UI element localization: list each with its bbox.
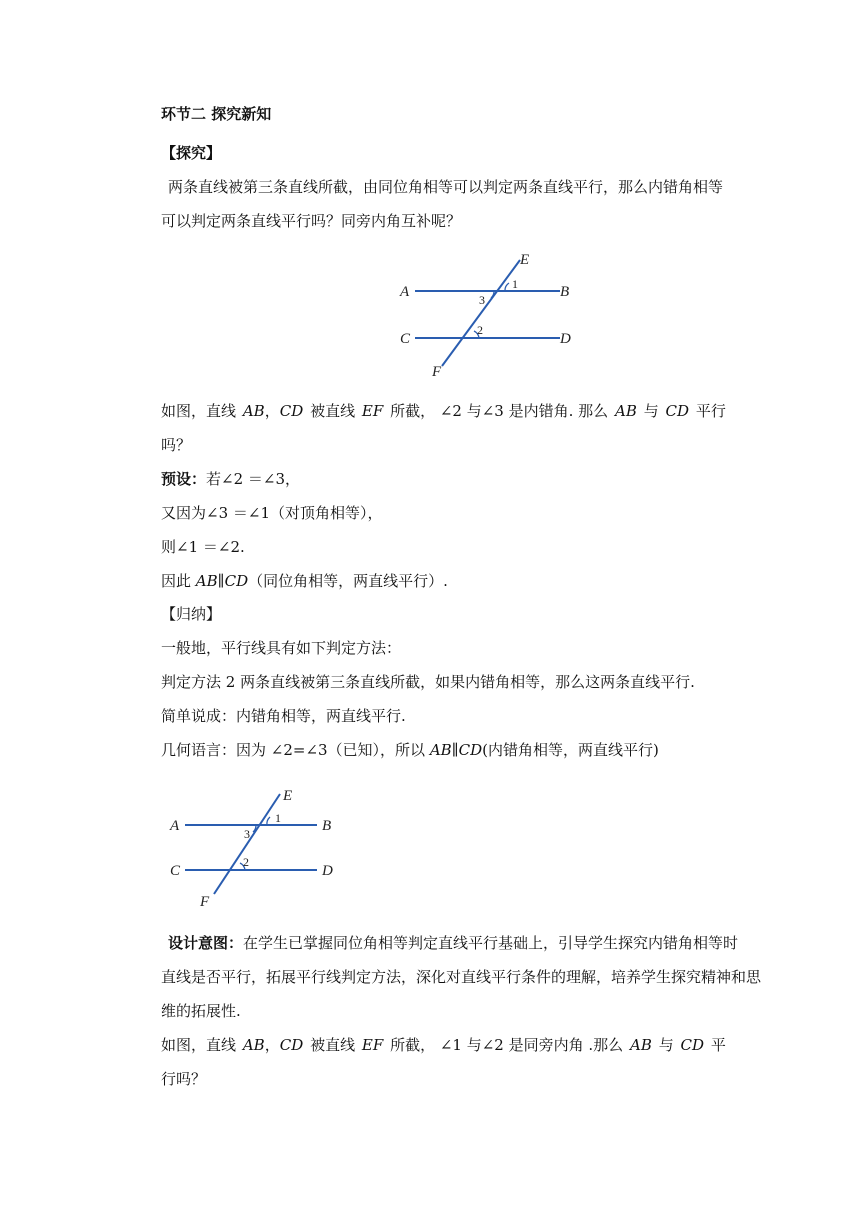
explore-paragraph-line-2: 可以判定两条直线平行吗？同旁内角互补呢？: [161, 212, 462, 230]
summary-heading: 【归纳】: [161, 605, 222, 623]
summary-line-4: 几何语言：因为 ∠2=∠3（已知），所以 AB∥CD(内错角相等，两直线平行): [161, 741, 659, 759]
label-angle-3: 3: [244, 827, 250, 841]
question-2-line-2: 行吗？: [161, 1070, 207, 1088]
label-angle-3: 3: [479, 293, 485, 307]
figure-parallel-lines-2: [162, 782, 352, 916]
label-e: E: [283, 788, 293, 804]
label-f: F: [432, 364, 442, 380]
question-1-line-2: 吗？: [161, 436, 192, 454]
angle-1-arc: [267, 817, 270, 825]
summary-line-1: 一般地，平行线具有如下判定方法：: [161, 639, 402, 657]
figure-parallel-lines-1: [392, 248, 582, 382]
question-2-line-1: 如图，直线 AB，CD 被直线 EF 所截， ∠1 与∠2 是同旁内角 .那么 AB 与 CD 平: [161, 1036, 726, 1054]
label-d: D: [560, 331, 571, 347]
label-angle-1: 1: [512, 277, 518, 291]
explore-paragraph-line-1: 两条直线被第三条直线所截，由同位角相等可以判定两条直线平行，那么内错角相等: [168, 178, 724, 196]
line-ef: [442, 260, 520, 366]
label-b: B: [560, 284, 570, 300]
section-title: 环节二 探究新知: [161, 105, 272, 123]
label-c: C: [400, 331, 411, 347]
proof-line-4: 因此 AB∥CD（同位角相等，两直线平行）.: [161, 572, 448, 590]
design-intent-line-2: 直线是否平行，拓展平行线判定方法，深化对直线平行条件的理解，培养学生探究精神和思: [161, 968, 762, 986]
label-e: E: [520, 252, 530, 268]
proof-line-3: 则∠1 ＝∠2.: [161, 538, 245, 556]
proof-line-2: 又因为∠3 ＝∠1（对顶角相等），: [161, 504, 383, 522]
label-angle-2: 2: [477, 323, 483, 337]
label-angle-2: 2: [243, 855, 249, 869]
line-ef: [214, 794, 280, 894]
summary-line-3: 简单说成：内错角相等，两直线平行.: [161, 707, 406, 725]
angle-1-arc: [505, 283, 509, 291]
label-b: B: [322, 818, 332, 834]
question-1-line-1: 如图，直线 AB，CD 被直线 EF 所截， ∠2 与∠3 是内错角. 那么 AB 与 CD 平行: [161, 402, 726, 420]
summary-line-2: 判定方法 2 两条直线被第三条直线所截，如果内错角相等，那么这两条直线平行.: [161, 673, 695, 691]
design-intent-line-3: 维的拓展性.: [161, 1002, 241, 1020]
design-intent-line-1: 设计意图：在学生已掌握同位角相等判定直线平行基础上，引导学生探究内错角相等时: [168, 934, 739, 952]
label-a: A: [170, 818, 180, 834]
label-d: D: [322, 863, 333, 879]
proof-line-1: 预设：若∠2 ＝∠3，: [161, 470, 301, 488]
label-angle-1: 1: [275, 811, 281, 825]
label-f: F: [200, 894, 210, 910]
explore-heading: 【探究】: [161, 144, 222, 162]
label-c: C: [170, 863, 181, 879]
label-a: A: [400, 284, 410, 300]
